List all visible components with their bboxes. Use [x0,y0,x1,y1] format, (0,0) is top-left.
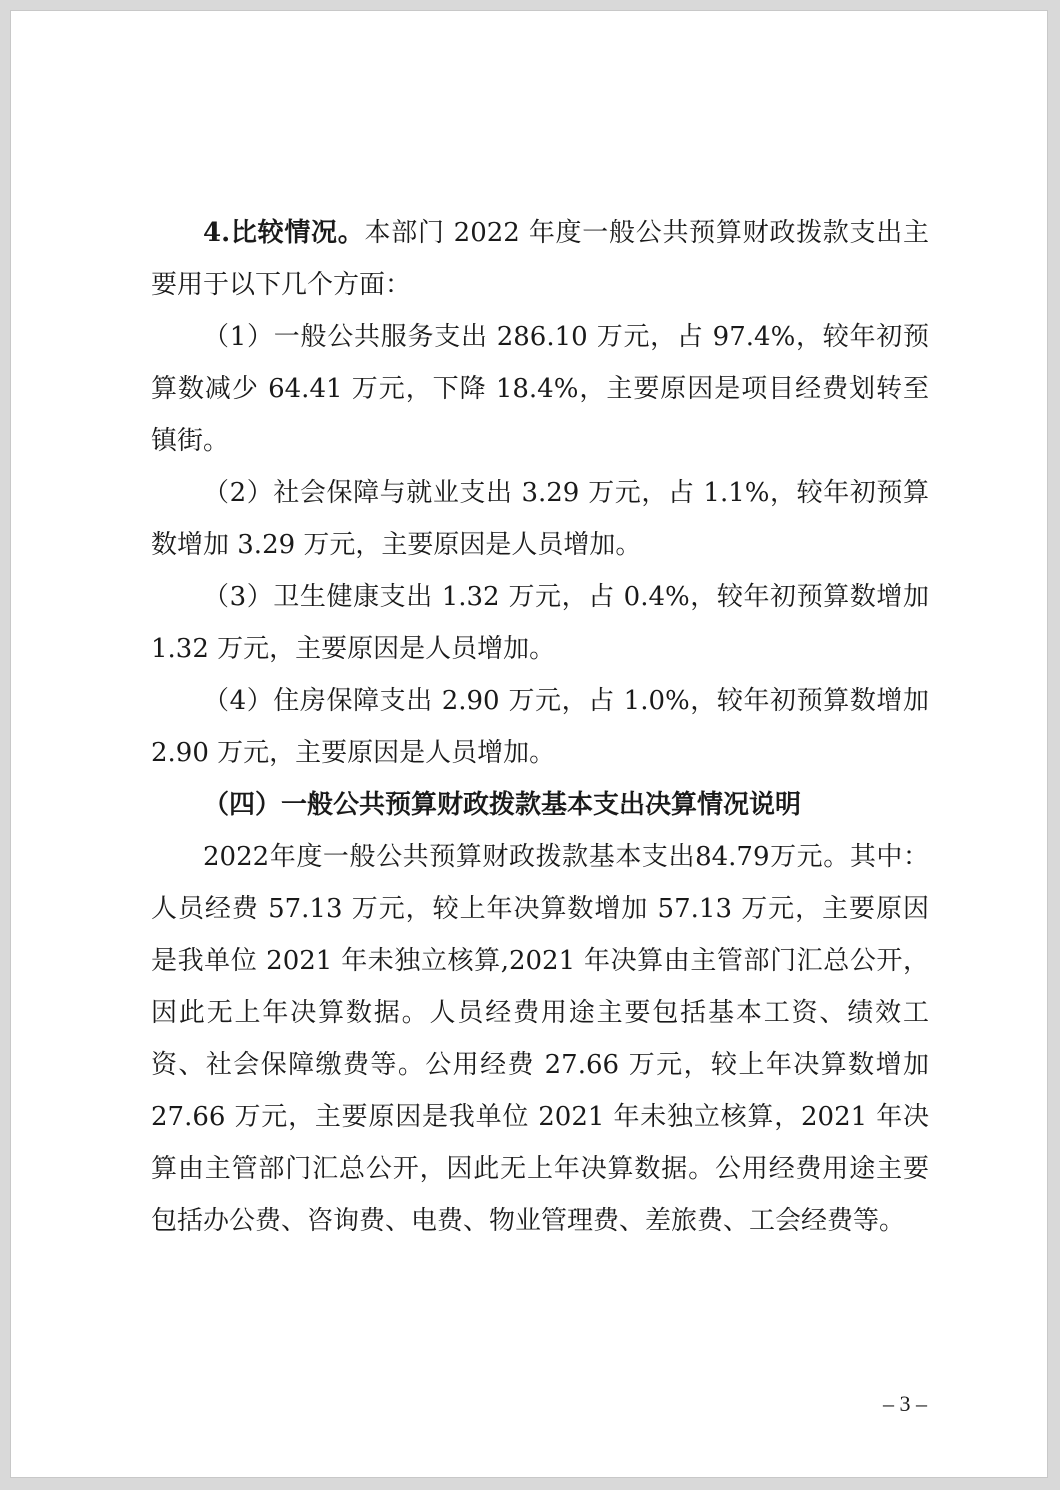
paragraph-item-2: （2）社会保障与就业支出 3.29 万元，占 1.1%，较年初预算数增加 3.29 万元，主要原因是人员增加。 [151,478,929,560]
paragraph-item-1: （1）一般公共服务支出 286.10 万元，占 97.4%，较年初预算数减少 64.41 万元，下降 18.4%，主要原因是项目经费划转至镇街。 [151,322,929,456]
page-number: – 3 – [883,1391,927,1416]
section-heading: （四）一般公共预算财政拨款基本支出决算情况说明 [203,790,802,820]
paragraph-item-4: （4）住房保障支出 2.90 万元，占 1.0%，较年初预算数增加 2.90 万元，主要原因是人员增加。 [151,686,929,768]
comparison-lead: 4.比较情况。 [203,218,365,248]
paragraph-item-3: （3）卫生健康支出 1.32 万元，占 0.4%，较年初预算数增加 1.32 万元，主要原因是人员增加。 [151,582,929,664]
document-page [10,10,1048,1478]
paragraph-comparison [151,207,929,311]
document-body [151,207,929,1247]
paragraph-basic-expenditure: 2022年度一般公共预算财政拨款基本支出84.79万元。其中：人员经费 57.13 万元，较上年决算数增加 57.13 万元，主要原因是我单位 2021 年未独立核算,2021 年决算由主管部门汇总公开，因此无上年决算数据。人员经费用途主要包括基本工资、绩效工资、社会保障缴费等。公用经费 27.66 万元，较上年决算数增加 27.66 万元，主要原因是我单位 2021 年未独立核算，2021 年决算由主管部门汇总公开，因此无上年决算数据。公用经费用途主要包括办公费、咨询费、电费、物业管理费、差旅费、工会经费等。 [151,842,929,1236]
comparison-text: 本部门 2022 年度一般公共预算财政拨款支出主要用于以下几个方面： [151,218,929,300]
